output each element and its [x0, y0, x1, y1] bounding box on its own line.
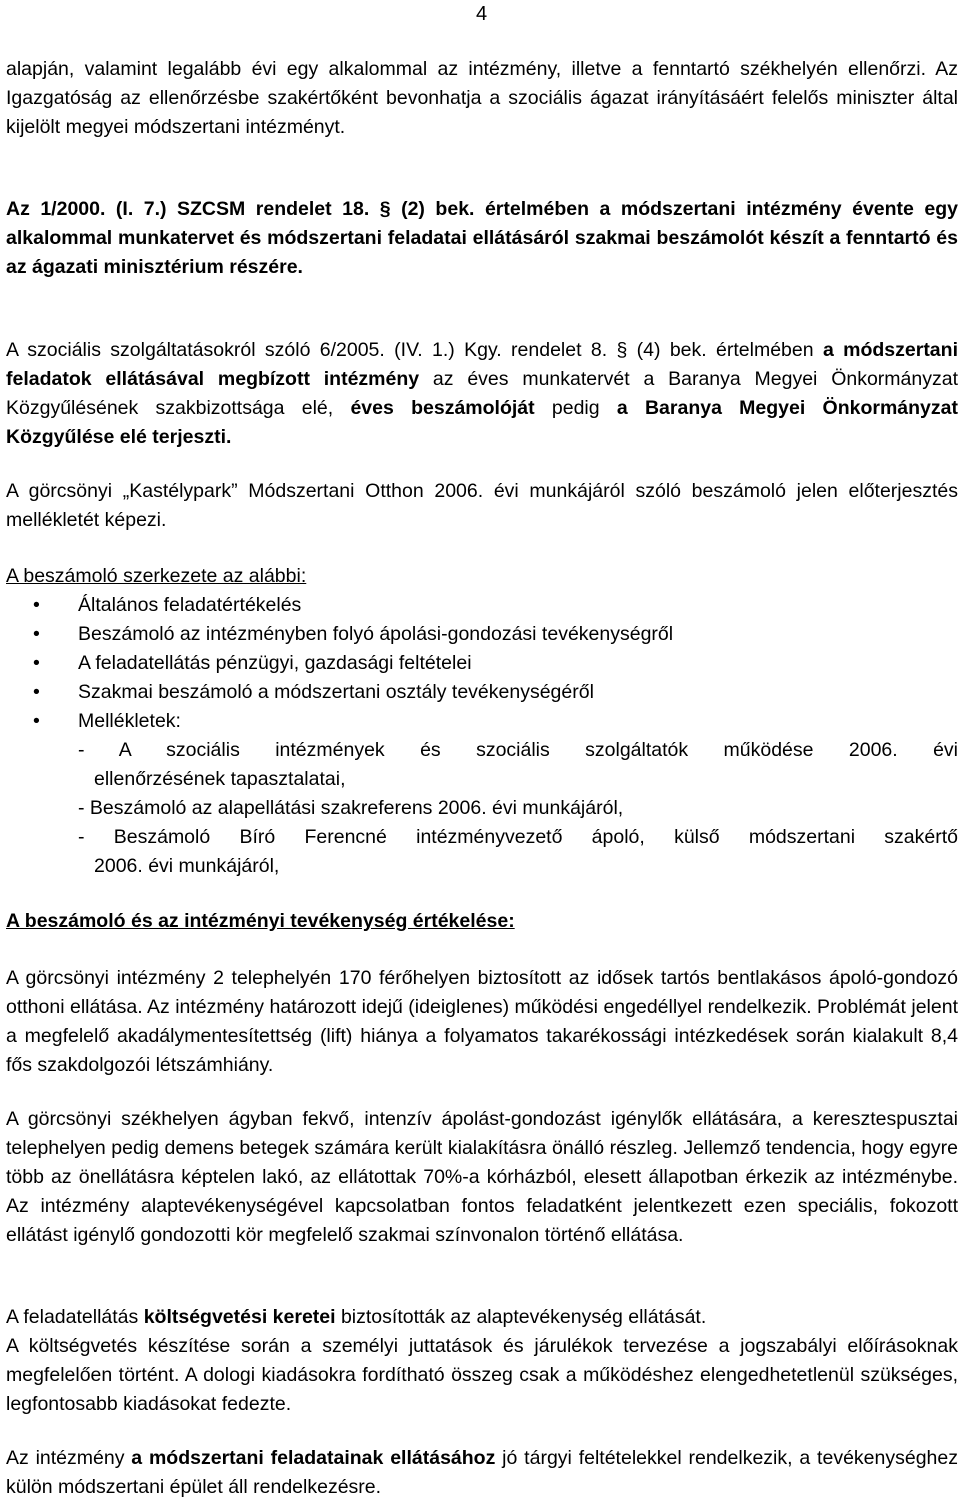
paragraph-departments: A görcsönyi székhelyen ágyban fekvő, intenzív ápolást-gondozást igénylők ellátására, a keresztespusztai telephelyen pedig demens betegek számára került kialakításra önálló részleg. Jellemző tendencia, hogy egyre több az önellátásra képtelen lakó, az ellátottak 70%-a kórházból, elesett állapotban érkezik az intézménybe. Az intézmény alaptevékenységével kapcsolatban fontos feladatként jelentkezett ezen speciális, fokozott ellátást igénylő gondozotti kör megfelelő szakmai színvonalon történő ellátása.	[6, 1108, 958, 1246]
bullet-icon: •	[33, 623, 40, 645]
annex-sub-item: - A szociális intézmények és szociális szolgáltatók működése 2006. évi ellenőrzésének tapasztalatai,	[78, 739, 958, 790]
bullet-icon: •	[33, 594, 40, 616]
bullet-icon: •	[33, 710, 40, 732]
structure-heading: A beszámoló szerkezete az alábbi:	[6, 565, 307, 587]
page-number: 4	[476, 3, 488, 25]
bold-run: a módszertani feladatainak ellátásához	[131, 1447, 496, 1469]
bold-run: a Baranya Megyei Önkormányzat Közgyűlése elé terjeszti.	[6, 397, 958, 448]
list-item: • A feladatellátás pénzügyi, gazdasági feltételei	[6, 649, 958, 678]
list-item: • Mellékletek:	[6, 707, 958, 736]
text-run: jó tárgyi feltételekkel rendelkezik, a tevékenységhez külön módszertani épület áll rendelkezésre.	[6, 1447, 958, 1498]
paragraph-methodology	[6, 1444, 958, 1502]
paragraph-budget-planning: A költségvetés készítése során a személyi juttatások és járulékok tervezése a jogszabályi előírásoknak megfelelően történt. A dologi kiadásokra fordítható összeg csak a működéshez elengedhetetlenül szükséges, legfontosabb kiadásokat fedezte.	[6, 1335, 958, 1415]
text-run: A feladatellátás	[6, 1306, 144, 1328]
bullet-icon: •	[33, 652, 40, 674]
bold-run: a módszertani feladatok ellátásával megbízott intézmény	[6, 339, 958, 390]
text-run: az éves munkatervét a Baranya Megyei Önkormányzat Közgyűlésének szakbizottsága elé,	[6, 368, 958, 419]
bold-run: éves beszámolóját	[350, 397, 535, 419]
annex-sub-item: - Beszámoló Bíró Ferencné intézményvezető ápoló, külső módszertani szakértő 2006. évi munkájáról,	[78, 826, 958, 877]
bullet-icon: •	[33, 681, 40, 703]
text-run: biztosították az alaptevékenység ellátását.	[335, 1306, 707, 1328]
paragraph-annex-note: A görcsönyi „Kastélypark” Módszertani Otthon 2006. évi munkájáról szóló beszámoló jelen előterjesztés mellékletét képezi.	[6, 480, 958, 531]
list-item: • Általános feladatértékelés	[6, 591, 958, 620]
structure-list	[6, 591, 958, 736]
paragraph-budget	[6, 1303, 958, 1332]
text-run: Az intézmény	[6, 1447, 132, 1469]
evaluation-heading: A beszámoló és az intézményi tevékenység értékelése:	[6, 910, 515, 932]
paragraph-county-decree	[6, 336, 958, 452]
text-run: A szociális szolgáltatásokról szóló 6/2005. (IV. 1.) Kgy. rendelet 8. § (4) bek. értelmében	[6, 339, 823, 361]
annex-sub-item: - Beszámoló az alapellátási szakreferens 2006. évi munkájáról,	[78, 797, 624, 819]
bold-run: költségvetési keretei	[143, 1306, 336, 1328]
paragraph-capacity: A görcsönyi intézmény 2 telephelyén 170 férőhelyen biztosított az idősek tartós bentlakásos ápoló-gondozó otthoni ellátása. Az intézmény határozott idejű (ideiglenes) működési engedéllyel rendelkezik. Problémát jelent a megfelelő akadálymentesítettség (lift) hiánya a folyamatos takarékossági intézkedések során kialakult 8,4 fős szakdolgozói létszámhiány.	[6, 967, 958, 1076]
list-item: • Szakmai beszámoló a módszertani osztály tevékenységéről	[6, 678, 958, 707]
paragraph-szcsm-decree: Az 1/2000. (I. 7.) SZCSM rendelet 18. § (2) bek. értelmében a módszertani intézmény évente egy alkalommal munkatervet és módszertani feladatai ellátásáról szakmai beszámolót készít a fenntartó és az ágazati minisztérium részére.	[6, 198, 958, 278]
list-item: • Beszámoló az intézményben folyó ápolási-gondozási tevékenységről	[6, 620, 958, 649]
paragraph-inspection: alapján, valamint legalább évi egy alkalommal az intézmény, illetve a fenntartó székhelyén ellenőrzi. Az Igazgatóság az ellenőrzésbe szakértőként bevonhatja a szociális ágazat irányításáért felelős miniszter által kijelölt megyei módszertani intézményt.	[6, 58, 958, 138]
text-run: pedig	[534, 397, 617, 419]
